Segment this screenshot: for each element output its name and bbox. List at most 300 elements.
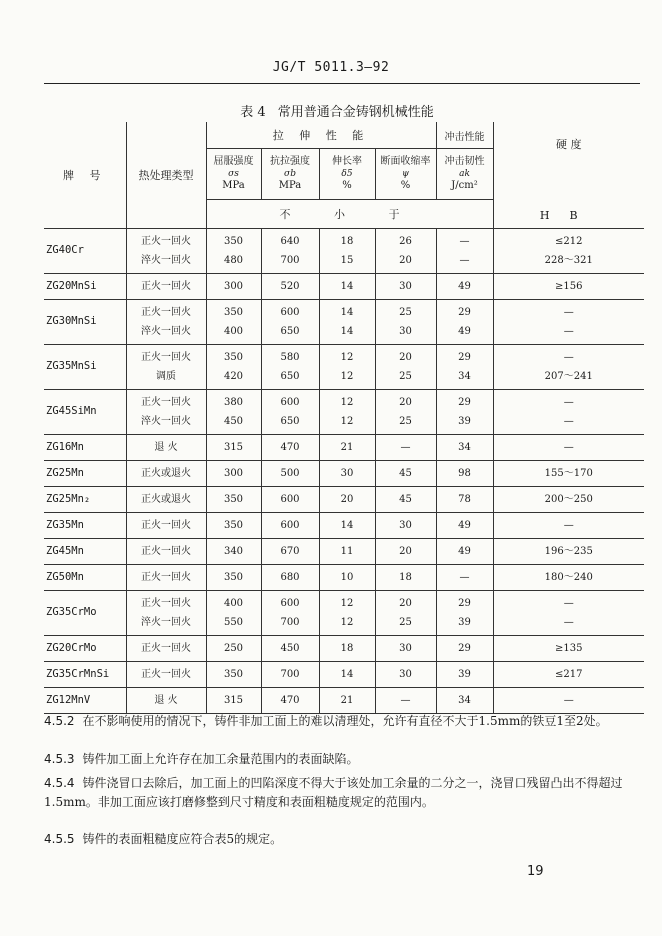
cell-value: 12 bbox=[340, 597, 354, 609]
table-row bbox=[44, 389, 644, 434]
grade-cell: ZG16Mn bbox=[44, 434, 126, 460]
elong-unit: % bbox=[342, 180, 352, 191]
cell-value: 600 bbox=[280, 597, 300, 609]
impact-cell bbox=[436, 389, 493, 434]
yield-cell bbox=[206, 538, 261, 564]
tensile-cell bbox=[261, 299, 319, 344]
cell-value: 29 bbox=[458, 306, 471, 318]
hardness-cell bbox=[493, 538, 644, 564]
cell-value: 退 火 bbox=[154, 694, 178, 706]
cell-value: 49 bbox=[458, 325, 471, 337]
treatment-cell bbox=[126, 273, 206, 299]
cell-value: 650 bbox=[280, 370, 300, 382]
cell-value: 正火一回火 bbox=[141, 597, 191, 609]
cell-value: 20 bbox=[399, 254, 412, 266]
cell-value: 350 bbox=[223, 668, 244, 680]
cell-value: 480 bbox=[223, 254, 244, 266]
cell-value: 30 bbox=[340, 467, 354, 479]
treatment-cell bbox=[126, 486, 206, 512]
reduction-cell bbox=[375, 512, 436, 538]
col-header-minimum: 不 小 于 bbox=[206, 200, 493, 229]
table-row bbox=[44, 273, 644, 299]
cell-value: 350 bbox=[223, 493, 244, 505]
cell-value: 228～321 bbox=[544, 254, 593, 266]
reduction-cell bbox=[375, 460, 436, 486]
reduction-cell bbox=[375, 661, 436, 687]
col-header-hb: HB bbox=[493, 200, 644, 229]
yield-cell bbox=[206, 564, 261, 590]
table-row bbox=[44, 635, 644, 661]
treatment-cell bbox=[126, 590, 206, 635]
reduction-cell bbox=[375, 389, 436, 434]
tensile-cell bbox=[261, 434, 319, 460]
col-header-impact bbox=[436, 149, 493, 200]
treatment-cell bbox=[126, 564, 206, 590]
cell-value: 12 bbox=[340, 396, 354, 408]
cell-value: 14 bbox=[340, 306, 354, 318]
treatment-cell bbox=[126, 389, 206, 434]
cell-value: 25 bbox=[399, 306, 412, 318]
cell-value: ≤217 bbox=[555, 668, 583, 680]
elongation-cell bbox=[319, 228, 375, 273]
impact-cell bbox=[436, 635, 493, 661]
yield-cell bbox=[206, 273, 261, 299]
cell-value: 640 bbox=[280, 235, 300, 247]
table-row bbox=[44, 564, 644, 590]
cell-value: 315 bbox=[223, 441, 244, 453]
cell-value: 正火或退火 bbox=[141, 493, 191, 505]
treatment-cell bbox=[126, 687, 206, 713]
hardness-cell bbox=[493, 512, 644, 538]
cell-value: 39 bbox=[458, 668, 471, 680]
col-header-impact-group: 冲击性能 bbox=[436, 122, 493, 149]
cell-value: 155～170 bbox=[544, 467, 593, 479]
yield-cell bbox=[206, 460, 261, 486]
cell-value: — bbox=[459, 235, 470, 247]
cell-value: ≥156 bbox=[555, 280, 583, 292]
treatment-cell bbox=[126, 661, 206, 687]
tensile-cell bbox=[261, 273, 319, 299]
reduction-cell bbox=[375, 273, 436, 299]
tensile-cell bbox=[261, 486, 319, 512]
clause-text: 铸件加工面上允许存在加工余量范围内的表面缺陷。 bbox=[82, 752, 359, 766]
col-header-tensile-group: 拉 伸 性 能 bbox=[206, 122, 436, 149]
grade-cell: ZG35CrMnSi bbox=[44, 661, 126, 687]
cell-value: 39 bbox=[458, 415, 471, 427]
cell-value: 30 bbox=[399, 642, 412, 654]
grade-cell: ZG45SiMn bbox=[44, 389, 126, 434]
cell-value: 380 bbox=[223, 396, 244, 408]
impact-cell bbox=[436, 486, 493, 512]
tensile-cell bbox=[261, 389, 319, 434]
elongation-cell bbox=[319, 661, 375, 687]
cell-value: 520 bbox=[280, 280, 300, 292]
cell-value: 30 bbox=[399, 325, 412, 337]
cell-value: 680 bbox=[280, 571, 300, 583]
reduction-cell bbox=[375, 564, 436, 590]
reduction-cell bbox=[375, 538, 436, 564]
cell-value: 淬火一回火 bbox=[141, 254, 191, 266]
cell-value: 20 bbox=[399, 351, 412, 363]
cell-value: 正火一回火 bbox=[141, 280, 191, 292]
hardness-cell bbox=[493, 564, 644, 590]
cell-value: 300 bbox=[223, 280, 244, 292]
cell-value: 30 bbox=[399, 668, 412, 680]
table-row bbox=[44, 344, 644, 389]
elongation-cell bbox=[319, 590, 375, 635]
cell-value: 正火一回火 bbox=[141, 351, 191, 363]
elong-symbol: δ5 bbox=[341, 169, 353, 179]
clause-text: 铸件的表面粗糙度应符合表5的规定。 bbox=[82, 832, 283, 846]
hardness-cell bbox=[493, 273, 644, 299]
hardness-cell bbox=[493, 661, 644, 687]
cell-value: 25 bbox=[399, 370, 412, 382]
cell-value: 29 bbox=[458, 597, 471, 609]
grade-cell: ZG25Mn₂ bbox=[44, 486, 126, 512]
impact-cell bbox=[436, 512, 493, 538]
elongation-cell bbox=[319, 344, 375, 389]
cell-value: 12 bbox=[340, 616, 354, 628]
cell-value: — bbox=[563, 597, 574, 609]
clause-number: 4.5.3 bbox=[44, 752, 75, 766]
cell-value: 49 bbox=[458, 545, 471, 557]
cell-value: 470 bbox=[280, 441, 300, 453]
cell-value: — bbox=[563, 519, 574, 531]
yield-cell bbox=[206, 661, 261, 687]
reduction-label: 断面收缩率 bbox=[380, 156, 431, 167]
table-row bbox=[44, 590, 644, 635]
cell-value: 30 bbox=[399, 519, 412, 531]
reduction-cell bbox=[375, 590, 436, 635]
cell-value: 700 bbox=[280, 668, 300, 680]
cell-value: 98 bbox=[458, 467, 471, 479]
clause-number: 4.5.5 bbox=[44, 832, 75, 846]
clause-4-5-4 bbox=[44, 774, 640, 812]
grade-cell: ZG35CrMo bbox=[44, 590, 126, 635]
table-row bbox=[44, 687, 644, 713]
table-body bbox=[44, 228, 644, 713]
cell-value: 650 bbox=[280, 325, 300, 337]
impact-cell bbox=[436, 434, 493, 460]
cell-value: 400 bbox=[223, 325, 244, 337]
cell-value: 18 bbox=[340, 642, 354, 654]
tensile-cell bbox=[261, 661, 319, 687]
cell-value: 正火一回火 bbox=[141, 545, 191, 557]
cell-value: 550 bbox=[223, 616, 244, 628]
hardness-cell bbox=[493, 486, 644, 512]
cell-value: — bbox=[459, 254, 470, 266]
elongation-cell bbox=[319, 564, 375, 590]
tensile-cell bbox=[261, 512, 319, 538]
cell-value: 650 bbox=[280, 415, 300, 427]
col-header-elongation bbox=[319, 149, 375, 200]
yield-symbol: σs bbox=[228, 169, 239, 179]
grade-cell: ZG35MnSi bbox=[44, 344, 126, 389]
cell-value: 45 bbox=[399, 493, 412, 505]
clause-number: 4.5.2 bbox=[44, 714, 75, 728]
table-number: 表 4 bbox=[240, 105, 266, 120]
tensile-unit: MPa bbox=[278, 180, 302, 191]
cell-value: 淬火一回火 bbox=[141, 415, 191, 427]
cell-value: 600 bbox=[280, 493, 300, 505]
cell-value: — bbox=[563, 306, 574, 318]
yield-label: 屈服强度 bbox=[213, 156, 254, 167]
col-header-grade: 牌 号 bbox=[44, 122, 126, 228]
col-header-reduction bbox=[375, 149, 436, 200]
yield-cell bbox=[206, 590, 261, 635]
col-header-tensile bbox=[261, 149, 319, 200]
table-caption bbox=[0, 101, 662, 120]
cell-value: 78 bbox=[458, 493, 471, 505]
treatment-cell bbox=[126, 228, 206, 273]
cell-value: 正火或退火 bbox=[141, 467, 191, 479]
cell-value: 30 bbox=[399, 280, 412, 292]
cell-value: 600 bbox=[280, 306, 300, 318]
tensile-cell bbox=[261, 564, 319, 590]
clause-4-5-5 bbox=[44, 830, 640, 849]
cell-value: 350 bbox=[223, 571, 244, 583]
reduction-cell bbox=[375, 228, 436, 273]
cell-value: 14 bbox=[340, 325, 354, 337]
yield-unit: MPa bbox=[222, 180, 245, 191]
cell-value: 250 bbox=[223, 642, 244, 654]
cell-value: — bbox=[563, 415, 574, 427]
cell-value: 10 bbox=[340, 571, 354, 583]
cell-value: 退 火 bbox=[154, 441, 178, 453]
elongation-cell bbox=[319, 299, 375, 344]
cell-value: 34 bbox=[458, 694, 471, 706]
elongation-cell bbox=[319, 635, 375, 661]
cell-value: 34 bbox=[458, 441, 471, 453]
cell-value: 15 bbox=[340, 254, 354, 266]
yield-cell bbox=[206, 635, 261, 661]
impact-cell bbox=[436, 538, 493, 564]
header-rule bbox=[44, 83, 640, 84]
cell-value: 315 bbox=[223, 694, 244, 706]
elongation-cell bbox=[319, 273, 375, 299]
cell-value: 350 bbox=[223, 306, 244, 318]
grade-cell: ZG40Cr bbox=[44, 228, 126, 273]
cell-value: — bbox=[400, 694, 411, 706]
reduction-symbol: ψ bbox=[401, 169, 410, 179]
impact-label: 冲击韧性 bbox=[444, 156, 485, 167]
cell-value: 21 bbox=[340, 694, 354, 706]
cell-value: 29 bbox=[458, 351, 471, 363]
treatment-cell bbox=[126, 299, 206, 344]
table-row bbox=[44, 512, 644, 538]
col-header-hardness: 硬 度 bbox=[493, 122, 644, 200]
cell-value: 420 bbox=[223, 370, 244, 382]
treatment-cell bbox=[126, 538, 206, 564]
cell-value: 20 bbox=[340, 493, 354, 505]
yield-cell bbox=[206, 434, 261, 460]
table-row bbox=[44, 486, 644, 512]
reduction-cell bbox=[375, 434, 436, 460]
clause-text: 在不影响使用的情况下，铸件非加工面上的难以清理处，允许有直径不大于1.5mm的铁豆1至2处。 bbox=[82, 714, 608, 728]
col-header-yield bbox=[206, 149, 261, 200]
cell-value: 340 bbox=[223, 545, 244, 557]
table-row bbox=[44, 661, 644, 687]
cell-value: 207～241 bbox=[544, 370, 593, 382]
reduction-cell bbox=[375, 486, 436, 512]
hardness-cell bbox=[493, 460, 644, 486]
cell-value: 14 bbox=[340, 280, 354, 292]
yield-cell bbox=[206, 299, 261, 344]
cell-value: — bbox=[563, 351, 574, 363]
cell-value: 正火一回火 bbox=[141, 571, 191, 583]
cell-value: 350 bbox=[223, 235, 244, 247]
treatment-cell bbox=[126, 434, 206, 460]
cell-value: 700 bbox=[280, 616, 300, 628]
reduction-cell bbox=[375, 299, 436, 344]
cell-value: 580 bbox=[280, 351, 300, 363]
impact-cell bbox=[436, 661, 493, 687]
cell-value: 正火一回火 bbox=[141, 668, 191, 680]
grade-cell: ZG50Mn bbox=[44, 564, 126, 590]
treatment-cell bbox=[126, 512, 206, 538]
clause-text: 铸件浇冒口去除后，加工面上的凹陷深度不得大于该处加工余量的二分之一，浇冒口残留凸出不得超过1.5mm。非加工面应该打磨修整到尺寸精度和表面粗糙度规定的范围内。 bbox=[44, 776, 623, 809]
treatment-cell bbox=[126, 344, 206, 389]
cell-value: 18 bbox=[340, 235, 354, 247]
hardness-cell bbox=[493, 590, 644, 635]
grade-cell: ZG45Mn bbox=[44, 538, 126, 564]
cell-value: 670 bbox=[280, 545, 300, 557]
cell-value: 12 bbox=[340, 415, 354, 427]
cell-value: 300 bbox=[223, 467, 244, 479]
hardness-cell bbox=[493, 389, 644, 434]
cell-value: — bbox=[563, 325, 574, 337]
cell-value: 180～240 bbox=[544, 571, 593, 583]
impact-unit: J/cm² bbox=[451, 180, 478, 191]
cell-value: — bbox=[563, 441, 574, 453]
elongation-cell bbox=[319, 460, 375, 486]
impact-symbol: ak bbox=[459, 169, 470, 179]
impact-cell bbox=[436, 228, 493, 273]
tensile-cell bbox=[261, 687, 319, 713]
cell-value: 350 bbox=[223, 519, 244, 531]
impact-cell bbox=[436, 273, 493, 299]
impact-cell bbox=[436, 590, 493, 635]
reduction-cell bbox=[375, 635, 436, 661]
cell-value: ≥135 bbox=[555, 642, 583, 654]
clause-number: 4.5.4 bbox=[44, 776, 75, 790]
cell-value: — bbox=[459, 571, 470, 583]
elongation-cell bbox=[319, 512, 375, 538]
impact-cell bbox=[436, 564, 493, 590]
cell-value: 196～235 bbox=[544, 545, 593, 557]
elongation-cell bbox=[319, 538, 375, 564]
cell-value: 29 bbox=[458, 396, 471, 408]
mechanical-properties-table bbox=[44, 122, 644, 714]
cell-value: 淬火一回火 bbox=[141, 325, 191, 337]
cell-value: 49 bbox=[458, 280, 471, 292]
elongation-cell bbox=[319, 389, 375, 434]
grade-cell: ZG25Mn bbox=[44, 460, 126, 486]
tensile-cell bbox=[261, 344, 319, 389]
table-row bbox=[44, 538, 644, 564]
cell-value: 450 bbox=[280, 642, 300, 654]
cell-value: 350 bbox=[223, 351, 244, 363]
cell-value: 14 bbox=[340, 668, 354, 680]
hardness-cell bbox=[493, 344, 644, 389]
hardness-cell bbox=[493, 228, 644, 273]
cell-value: 29 bbox=[458, 642, 471, 654]
cell-value: 11 bbox=[340, 545, 354, 557]
elongation-cell bbox=[319, 687, 375, 713]
cell-value: 600 bbox=[280, 396, 300, 408]
reduction-unit: % bbox=[400, 180, 411, 191]
table-title: 常用普通合金铸钢机械性能 bbox=[277, 105, 434, 120]
cell-value: 200～250 bbox=[544, 493, 593, 505]
cell-value: — bbox=[563, 694, 574, 706]
cell-value: 正火一回火 bbox=[141, 642, 191, 654]
cell-value: ≤212 bbox=[555, 235, 583, 247]
cell-value: 34 bbox=[458, 370, 471, 382]
yield-cell bbox=[206, 389, 261, 434]
col-header-treatment: 热处理类型 bbox=[126, 122, 206, 228]
cell-value: 600 bbox=[280, 519, 300, 531]
yield-cell bbox=[206, 344, 261, 389]
yield-cell bbox=[206, 512, 261, 538]
cell-value: 21 bbox=[340, 441, 354, 453]
hardness-cell bbox=[493, 434, 644, 460]
cell-value: 25 bbox=[399, 415, 412, 427]
cell-value: 20 bbox=[399, 545, 412, 557]
cell-value: 14 bbox=[340, 519, 354, 531]
impact-cell bbox=[436, 460, 493, 486]
grade-cell: ZG20MnSi bbox=[44, 273, 126, 299]
table-row bbox=[44, 228, 644, 273]
hardness-cell bbox=[493, 687, 644, 713]
cell-value: 20 bbox=[399, 396, 412, 408]
page-number: 19 bbox=[527, 864, 544, 879]
cell-value: 20 bbox=[399, 597, 412, 609]
cell-value: 正火一回火 bbox=[141, 396, 191, 408]
clause-4-5-2 bbox=[44, 712, 640, 731]
reduction-cell bbox=[375, 344, 436, 389]
cell-value: 调质 bbox=[156, 370, 176, 382]
cell-value: 470 bbox=[280, 694, 300, 706]
grade-cell: ZG20CrMo bbox=[44, 635, 126, 661]
tensile-label: 抗拉强度 bbox=[270, 156, 310, 167]
cell-value: 450 bbox=[223, 415, 244, 427]
impact-cell bbox=[436, 299, 493, 344]
standard-header: JG/T 5011.3—92 bbox=[272, 60, 390, 75]
cell-value: 淬火一回火 bbox=[141, 616, 191, 628]
tensile-cell bbox=[261, 590, 319, 635]
tensile-cell bbox=[261, 635, 319, 661]
yield-cell bbox=[206, 486, 261, 512]
cell-value: 12 bbox=[340, 370, 354, 382]
cell-value: — bbox=[563, 616, 574, 628]
treatment-cell bbox=[126, 460, 206, 486]
tensile-cell bbox=[261, 228, 319, 273]
hardness-cell bbox=[493, 635, 644, 661]
cell-value: 700 bbox=[280, 254, 300, 266]
cell-value: 25 bbox=[399, 616, 412, 628]
tensile-cell bbox=[261, 460, 319, 486]
cell-value: 12 bbox=[340, 351, 354, 363]
treatment-cell bbox=[126, 635, 206, 661]
cell-value: 18 bbox=[399, 571, 412, 583]
clause-4-5-3 bbox=[44, 750, 640, 769]
impact-cell bbox=[436, 687, 493, 713]
cell-value: 500 bbox=[280, 467, 300, 479]
cell-value: 45 bbox=[399, 467, 412, 479]
grade-cell: ZG35Mn bbox=[44, 512, 126, 538]
cell-value: — bbox=[563, 396, 574, 408]
elongation-cell bbox=[319, 486, 375, 512]
